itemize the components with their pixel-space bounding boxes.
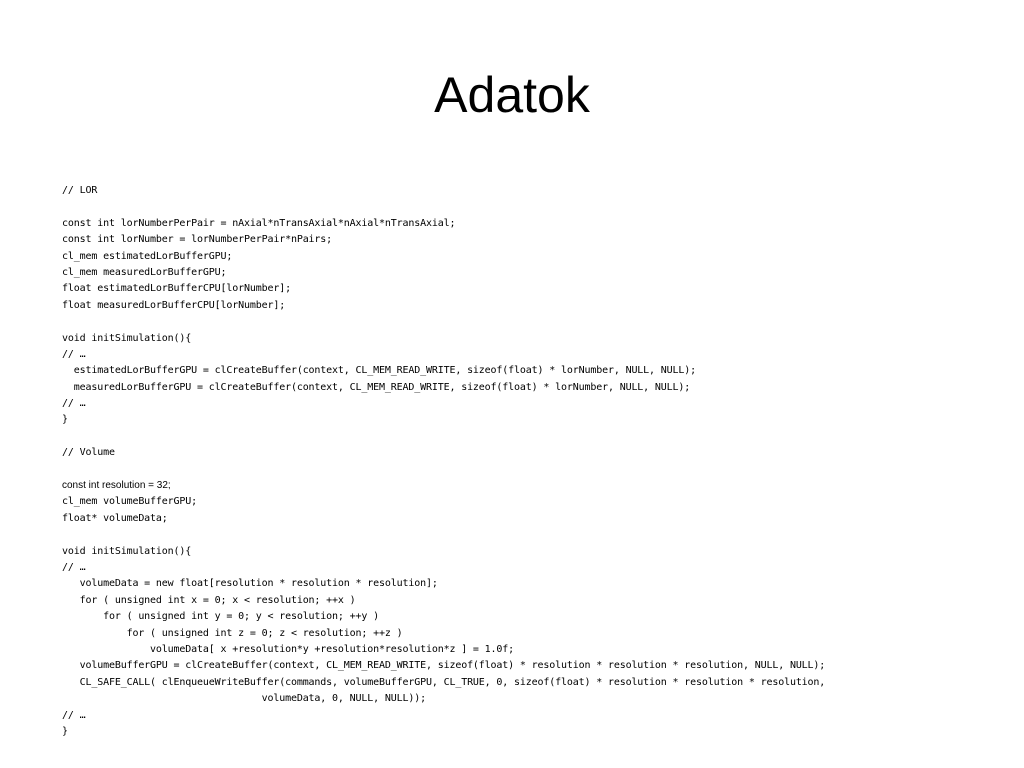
code-line: measuredLorBufferGPU = clCreateBuffer(context, CL_MEM_READ_WRITE, sizeof(float) * lorNumber, NULL, NULL); [62, 381, 691, 393]
code-block [62, 183, 825, 740]
code-line: // … [62, 561, 86, 573]
code-line [62, 462, 825, 478]
code-line: // … [62, 709, 86, 721]
code-line: cl_mem measuredLorBufferGPU; [62, 266, 227, 278]
code-line [62, 199, 825, 215]
code-line: volumeData[ x +resolution*y +resolution*resolution*z ] = 1.0f; [62, 643, 515, 655]
code-line: float measuredLorBufferCPU[lorNumber]; [62, 299, 286, 311]
slide-title: Adatok [434, 67, 590, 123]
code-line: } [62, 725, 68, 737]
code-line: // … [62, 398, 86, 410]
code-line: } [62, 414, 68, 426]
code-line [62, 314, 825, 330]
code-line: // LOR [62, 185, 98, 196]
code-line [62, 429, 825, 445]
code-line: // Volume [62, 447, 115, 459]
code-line: const int lorNumber = lorNumberPerPair*nPairs; [62, 234, 333, 246]
code-line: CL_SAFE_CALL( clEnqueueWriteBuffer(commands, volumeBufferGPU, CL_TRUE, 0, sizeof(float) * resolution * resolution * resolution, [62, 676, 826, 688]
code-line: float estimatedLorBufferCPU[lorNumber]; [62, 283, 291, 295]
code-line: void initSimulation(){ [62, 545, 192, 557]
code-line: volumeData = new float[resolution * resolution * resolution]; [62, 578, 438, 590]
code-line: const int resolution = 32; [62, 480, 171, 492]
code-line: cl_mem estimatedLorBufferGPU; [62, 250, 233, 262]
code-line: volumeBufferGPU = clCreateBuffer(context, CL_MEM_READ_WRITE, sizeof(float) * resolution * resolution * resolution, NULL, NULL); [62, 660, 826, 672]
code-line [62, 527, 825, 543]
code-line: for ( unsigned int z = 0; z < resolution; ++z ) [62, 627, 403, 639]
code-line: float* volumeData; [62, 512, 168, 524]
code-line: // … [62, 348, 86, 360]
code-line: volumeData, 0, NULL, NULL)); [62, 693, 426, 705]
code-line: const int lorNumberPerPair = nAxial*nTransAxial*nAxial*nTransAxial; [62, 217, 456, 229]
code-line: for ( unsigned int x = 0; x < resolution; ++x ) [62, 594, 356, 606]
code-line: cl_mem volumeBufferGPU; [62, 496, 198, 508]
code-line: for ( unsigned int y = 0; y < resolution; ++y ) [62, 611, 380, 623]
code-line: estimatedLorBufferGPU = clCreateBuffer(context, CL_MEM_READ_WRITE, sizeof(float) * lorNumber, NULL, NULL); [62, 365, 697, 377]
code-line: void initSimulation(){ [62, 332, 192, 344]
